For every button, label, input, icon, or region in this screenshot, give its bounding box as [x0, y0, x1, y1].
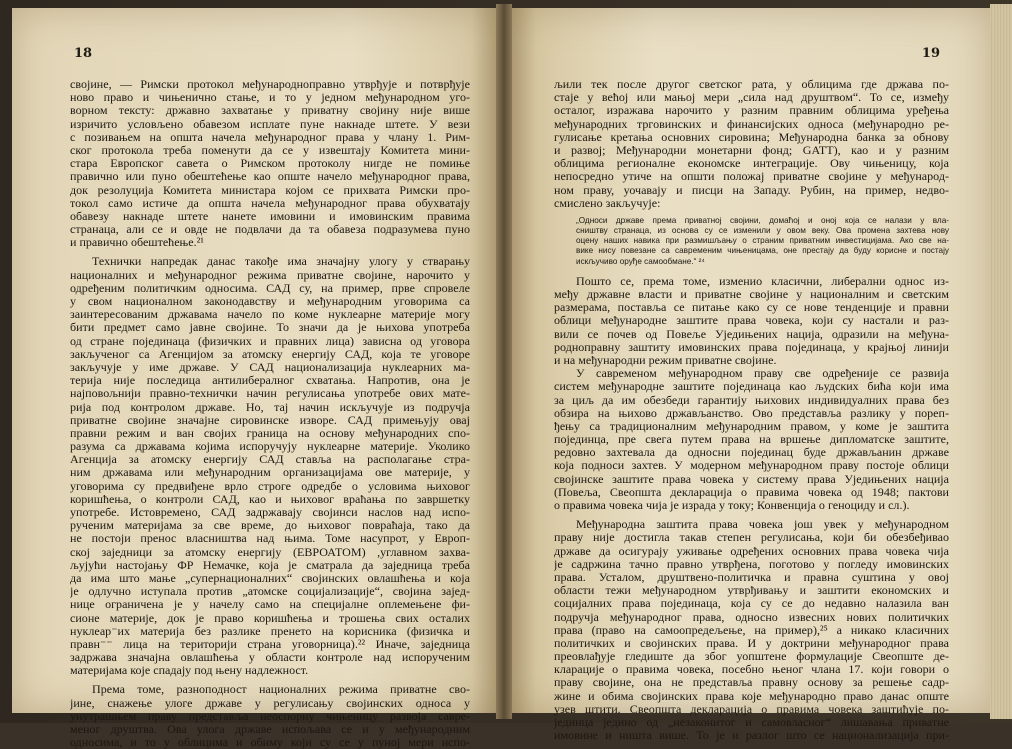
text-line: меног друштва. Ова улога државе испољава се и у међународним [70, 723, 470, 736]
text-line: уговорима су предвиђене врло строге одредбе о условима њиховог [70, 479, 470, 493]
text-line: токол само истиче да општа начела међународног права обухватају [70, 196, 470, 210]
text-line: употребе. Истовремено, САД задржавају својинси наслов над испо- [70, 506, 470, 519]
text-line: стаје у већој или мањој мери „сила над друштвом“. То се, између [554, 91, 949, 105]
text-line: размерама, постављa се питање како су се нове тенденције и правни [554, 301, 949, 315]
text-line: социјалних права појединаца, која су се до недавно налазила ван [554, 597, 949, 611]
text-line: имовине и ништа више. То је и разлог што се национализација при- [554, 729, 949, 743]
text-line: подручја међународног права, односно извесних нових политичких [554, 610, 949, 624]
text-line: нице ограничена је у начелу само на специјалне оплемењене фи- [70, 598, 470, 612]
text-line: сништву странаца, из основа су се изменили у овом веку. Ова промена захтева нову [576, 226, 949, 236]
text-line: ворном тексту: државно захватање у приватну својину није више [70, 104, 470, 118]
text-line: права (право на самоопредељење, на пример),²⁵ а никако класичних [554, 623, 949, 637]
right-page [512, 8, 990, 743]
text-line: ново право и чињенично стање, и то у једном међународном уго- [70, 91, 470, 105]
page-number: 18 [74, 46, 93, 61]
text-line: унутрашњем праву представља неоспорну чињеницу развоја савре- [70, 709, 470, 723]
page-body-text [70, 78, 470, 749]
page-edges [990, 4, 1012, 719]
text-line: задржава значајна овлашћења у области контроле над испорученим [70, 651, 470, 665]
text-line: узев штити. Свеопшта декларација о правима човека заштићује по- [554, 702, 949, 716]
text-line: која подноси захтев. У модерном међународном праву постоје облици [554, 459, 949, 473]
text-line: својинске заштите права човека у систему права Уједињених нација [554, 472, 949, 486]
page-number: 19 [921, 46, 940, 61]
text-line: „Односи државе према приватној својини, домаћој и оној која се налази у вла- [576, 215, 949, 225]
text-line: Пошто се, према томе, изменио класични, либерални однос из- [576, 274, 949, 288]
text-line: појединца, пре свега путем права на вршење дипломатске заштите, [554, 433, 949, 447]
text-line: закљученог са Агенцијом за атомску енергију САД, која те уговоре [70, 347, 470, 361]
text-line: да има што мање „супернационалних“ својинских овлашћења и која [70, 571, 470, 585]
text-line: најповољнији правно-технички начин регулисања употребе ових мате- [70, 387, 470, 401]
text-line: изричито условљено обавезом исплате пуне накнаде штете. У вези [70, 117, 470, 131]
text-line: вили се почев од Повеље Уједињених нација, одразили на међуна- [554, 327, 949, 341]
text-line: јине, снажење улоге државе у регулисању својинских односа у [70, 696, 470, 710]
text-line: терија није последица антилибералног схватања. Напротив, она је [70, 374, 470, 388]
text-line: и развој; Међународни монетарни фонд; GATT), као и у разним [554, 143, 949, 157]
book-gutter [496, 4, 512, 719]
text-line: је одлучно иступала против „атомске социјализације“, својина зајед- [70, 585, 470, 599]
text-line: материјама које спадају под њену надлежност. [70, 664, 309, 678]
text-line: ског протокола треба поменути да се у извештају Комитета мини- [70, 143, 470, 157]
text-line: с позивањем на општа начела међународног права у члану 1. Рим- [70, 130, 470, 144]
text-line: међународних трговинских и финансијских односа (међународно ре- [554, 117, 949, 131]
text-line: искључиво оруђе самообмане.“ ²⁴ [576, 256, 705, 266]
text-line: од стране појединаца (физичких и правних лица) зависна од уговора [70, 334, 470, 348]
text-line: одређеним политичким односима. САД су, на пример, прве спровеле [70, 281, 470, 295]
text-line: закључује у име државе. У САД национализација нуклеарних ма- [70, 360, 470, 374]
left-page [12, 8, 496, 749]
text-line: о правима човека чија је израда у току; Конвенција о геноциду и сл.). [554, 499, 910, 512]
text-line: обзира на њихово држављанство. Ово представља разлику у пореп- [554, 406, 949, 420]
text-line: док резолуција Комитета министара којом се прихвата Римски про- [70, 183, 470, 197]
text-line: односима, и то у облицима и обиму који су се у пуној мери испо- [70, 736, 470, 749]
text-line: рија под контролом државе. Но, тај начин искључује из подручја [70, 400, 470, 414]
text-line: Према томе, разноподност националних режима приватне сво- [92, 683, 470, 697]
text-line: не постоји пренос власништва над њима. Томе насупрот, у Европ- [70, 532, 470, 546]
text-line: бити предмет само јавне својине. То значи да је њихова употреба [70, 321, 470, 335]
text-line: љујући настојању ФР Немачке, која је сматрала да заједница треба [70, 558, 470, 572]
text-line: родноправну заштиту имовинских права појединаца, у крајњој линији [554, 340, 949, 354]
text-line: правн⁻⁻ лица на територији страна уговорница).²² Иначе, заједница [70, 637, 470, 651]
text-line: је садржина тачно правно утврђена, поготово у погледу имовинских [554, 557, 949, 571]
text-line: државе да осигурају уживање одређених основних права човека чија [554, 544, 949, 558]
text-line: стара Европског савета о Римском протоколу нигде не помиње [70, 157, 470, 171]
text-line: оцену наших навика при размишљању о страним приватним инвестицијама. Ако све на- [576, 236, 949, 246]
text-line: (Повеља, Свеопшта декларација о правима човека од 1948; пактови [554, 485, 949, 499]
text-line: и на међународни режим приватне својине. [554, 353, 777, 367]
text-line: заинтересованим државама начело по коме нуклеарне материје могу [70, 308, 470, 322]
text-line: кларације о правима човека, посебно њеног члана 17. који говори о [554, 663, 949, 677]
text-line: вике нису повезане са савременим чињеницама, оне престају да буду корисне и постају [576, 246, 949, 256]
text-line: сионе материје, док је право коришћења и трошења свих осталих [70, 611, 470, 625]
text-line: праву није достигла такав степен регулисања, који би обезбеђивао [554, 531, 949, 545]
text-line: у свом националном законодавству и међународним уговорима са [70, 295, 470, 308]
text-line: ним државама или међународним организацијама ове материје, у [70, 466, 470, 480]
text-line: ској заједници за атомску енергију (ЕВРОАТОМ) ,углавном захва- [70, 545, 470, 559]
text-line: приватне својине значајне сировинске изворе. САД примењују овај [70, 413, 470, 427]
text-line: гулисање кретања основних сировина; Међународна банка за обнову [554, 130, 949, 144]
text-line: Агенција за атомску енергију САД ставља на располагање стра- [70, 453, 470, 467]
text-line: осталог, изражава нарочито у разним правним облицима уређења [554, 104, 949, 118]
text-line: смислено закључује: [554, 196, 661, 210]
text-line: јединца једино од „незаконитог и самовласног“ лишавања приватне [554, 716, 949, 729]
text-line: жине и обима својинских права које међународно право данас опште [554, 689, 949, 703]
text-line: љили тек после другог светског рата, у облицима где држава по- [554, 78, 949, 91]
text-line: разума са државама којима испоручују нуклеарне материје. Уколико [70, 440, 470, 454]
page-body-text [554, 78, 949, 742]
text-line: рученим материјама за све време, до њиховог повраћаја, тако да [70, 519, 470, 533]
text-line: праву својине, она не представља правну основу за решење садр- [554, 676, 949, 690]
text-line: облицима регионалне економске интеграције. Ову чињеницу, која [554, 157, 949, 171]
block-quote [576, 216, 949, 267]
text-line: нуклеар⁻их материја без разлике пренето на корисника (физичка и [70, 624, 470, 638]
text-line: коришћења, о контроли САД, као и њиховог враћања по завршетку [70, 492, 470, 506]
text-line: преовлађује гледиште да због уопштене формулације Свеопште де- [554, 650, 949, 664]
text-line: Међународна заштита права човека још увек у међународном [576, 518, 949, 532]
text-line: обавезу накнаде штете нанете имовини и имовинским правима [70, 209, 470, 223]
text-line: ђењу са традиционалним међународним правом, у коме је заштита [554, 419, 949, 433]
text-line: редовно захтевала да односни појединац буде држављанин државе [554, 446, 949, 460]
text-line: правично или пуно обештећење као опште начело међународног права, [70, 170, 470, 184]
text-line: Технички напредак данас такође има значајну улогу у стварању [92, 255, 470, 269]
text-line: области тежи међународном утврђивању и заштити економских и [554, 584, 949, 598]
text-line: права. Усталом, друштвено-политичка и правна суштина у овој [554, 570, 949, 584]
text-line: У савременом међународном праву све одређеније се развија [576, 367, 949, 381]
text-line: међу државне власти и приватне својине у националним и светским [554, 288, 949, 301]
text-line: систем међународне заштите појединаца као људских бића који има [554, 380, 949, 394]
text-line: за циљ да им обезбеди гарантију њихових индивидуалних права без [554, 393, 949, 407]
text-line: својине, — Римски протокол међународноправно утврђује и потврђује [70, 78, 470, 91]
text-line: странаца, али се и овде не подвлачи да та обавеза подразумева пуно [70, 223, 470, 237]
text-line: политичких и својинских права. И у доктрини међународног права [554, 636, 949, 650]
text-line: и правично обештећење.²¹ [70, 236, 204, 250]
text-line: непосредно утиче на општи положај приватне својине у међународ- [554, 170, 949, 184]
text-line: облици међународне заштите права човека, који су настали и раз- [554, 314, 949, 328]
text-line: националних и међународног режима приватне својине, нарочито у [70, 268, 470, 282]
text-line: правни режим и ван својих граница на основу међународних спо- [70, 426, 470, 440]
text-line: ном праву, уочавају и писци на Западу. Рубин, на пример, недво- [554, 183, 949, 197]
